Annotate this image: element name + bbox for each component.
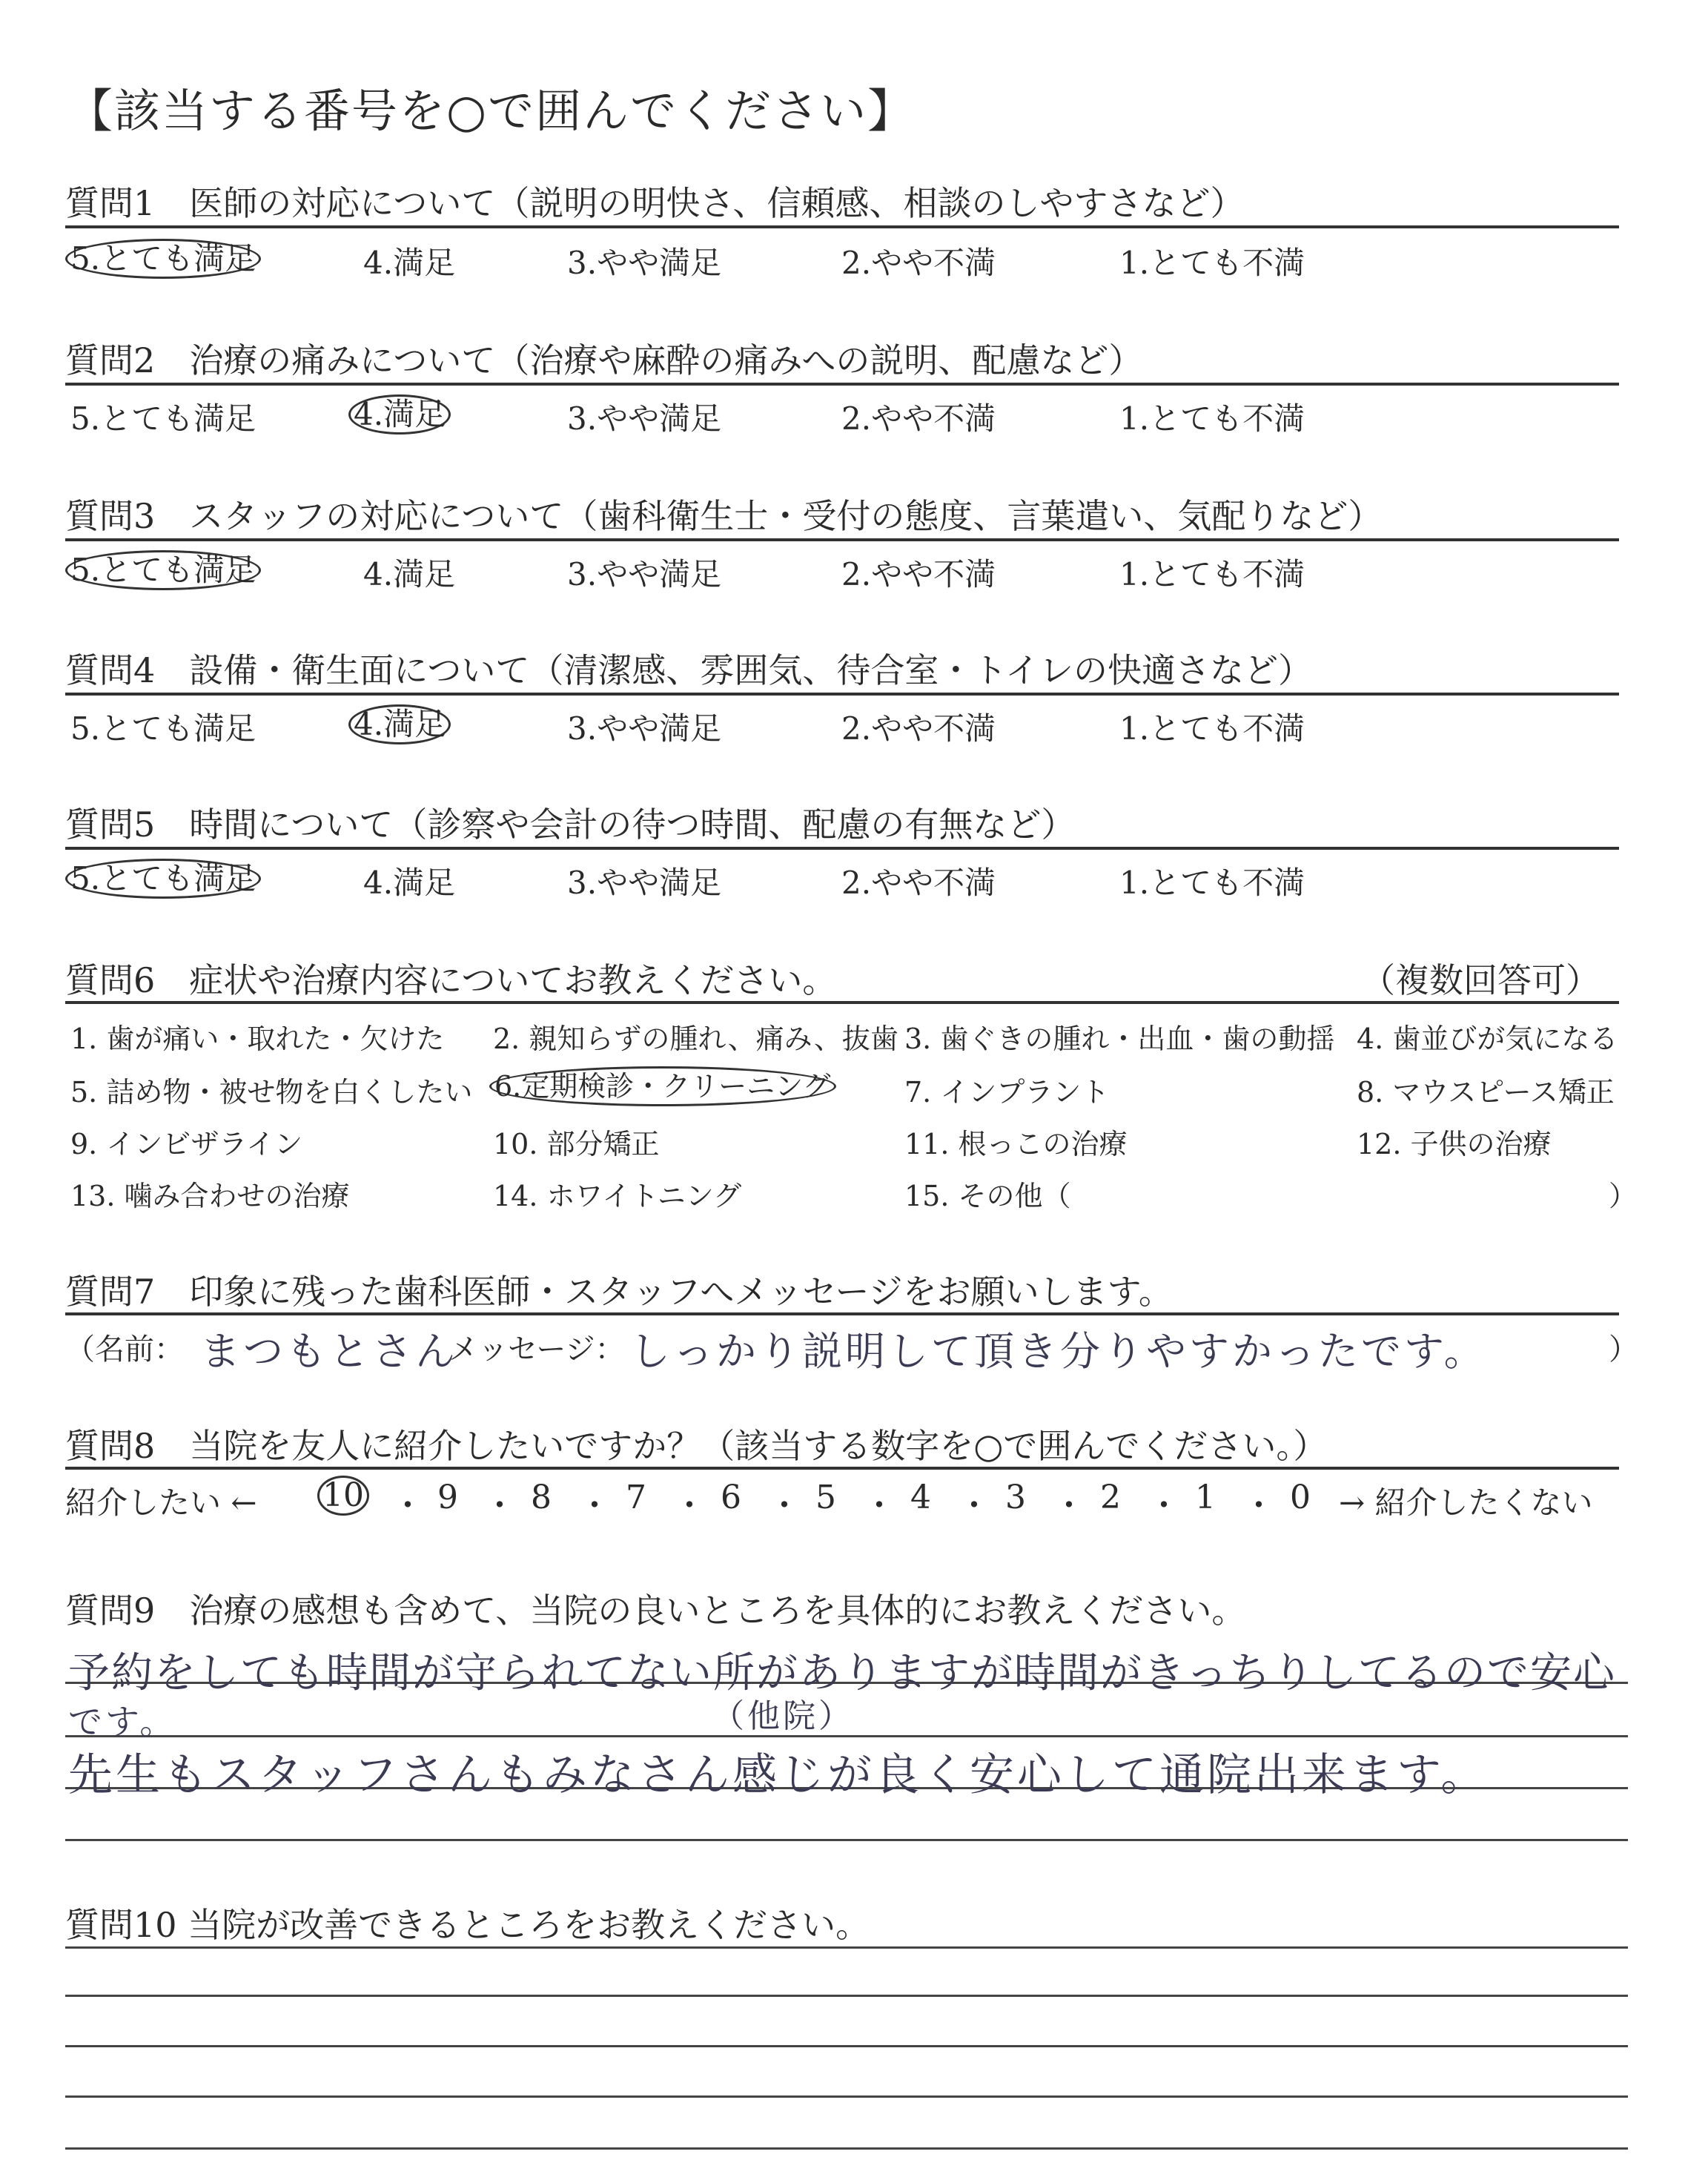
q3-opt-5[interactable]: 5.とても満足 (65, 550, 261, 590)
q6-opt-9[interactable]: 9. インビザライン (70, 1128, 303, 1160)
q4-opt-1[interactable]: 1.とても不満 (1119, 710, 1305, 747)
q6-opt-6[interactable]: 6.定期検診・クリーニング (489, 1066, 836, 1106)
q1-opt-1[interactable]: 1.とても不満 (1119, 245, 1305, 281)
q2-opt-2[interactable]: 2.やや不満 (841, 400, 996, 437)
q2-title: 質問2 治療の痛みについて（治療や麻酔の痛みへの説明、配慮など） (65, 340, 1143, 380)
q6-opt-7[interactable]: 7. インプラント (904, 1076, 1110, 1109)
q8-dot: ・ (578, 1487, 611, 1525)
q7-msg-label: メッセージ： (448, 1332, 625, 1367)
q3-opt-2[interactable]: 2.やや不満 (841, 556, 996, 592)
q7-title: 質問7 印象に残った歯科医師・スタッフへメッセージをお願いします。 (65, 1272, 1173, 1312)
q8-opt-8[interactable]: 8 (531, 1479, 552, 1516)
q5-opt-4[interactable]: 4.満足 (363, 865, 456, 901)
q6-opt-15[interactable]: 15. その他（ (904, 1180, 1071, 1212)
q5-opt-2[interactable]: 2.やや不満 (841, 865, 996, 901)
q5-opt-5[interactable]: 5.とても満足 (65, 859, 261, 899)
q8-opt-0[interactable]: 0 (1290, 1479, 1311, 1516)
q2-rule (65, 383, 1619, 386)
q8-opt-5[interactable]: 5 (815, 1479, 836, 1516)
q6-opt-12[interactable]: 12. 子供の治療 (1357, 1128, 1552, 1160)
q6-opt-1[interactable]: 1. 歯が痛い・取れた・欠けた (70, 1023, 445, 1055)
q6-title: 質問6 症状や治療内容についてお教えください。 (65, 960, 837, 1000)
q6-note: （複数回答可） (1361, 960, 1600, 1000)
q8-opt-3[interactable]: 3 (1005, 1479, 1026, 1516)
q6-opt-13[interactable]: 13. 噛み合わせの治療 (70, 1180, 350, 1212)
q2-opt-3[interactable]: 3.やや満足 (567, 400, 722, 437)
q10-line-3 (65, 2045, 1628, 2047)
q6-opt-8[interactable]: 8. マウスピース矯正 (1357, 1076, 1615, 1109)
q4-opt-5[interactable]: 5.とても満足 (70, 710, 256, 747)
q10-line-1 (65, 1946, 1628, 1949)
page-title: 【該当する番号を○で囲んでください】 (67, 84, 916, 138)
q8-dot: ・ (768, 1487, 801, 1525)
q8-opt-2[interactable]: 2 (1100, 1479, 1121, 1516)
q4-title: 質問4 設備・衛生面について（清潔感、雰囲気、待合室・トイレの快適さなど） (65, 650, 1313, 690)
q8-dot: ・ (1242, 1487, 1275, 1525)
q8-dot: ・ (1148, 1487, 1180, 1525)
q1-opt-3[interactable]: 3.やや満足 (567, 245, 722, 281)
q6-opt-10[interactable]: 10. 部分矯正 (493, 1128, 660, 1160)
q6-other-close: ） (1609, 1180, 1638, 1212)
q1-opt-5[interactable]: 5.とても満足 (65, 239, 261, 279)
q7-close: ） (1609, 1332, 1638, 1367)
q10-line-5 (65, 2147, 1628, 2150)
q3-opt-3[interactable]: 3.やや満足 (567, 556, 722, 592)
q9-annotation: （他院） (712, 1697, 854, 1735)
q1-opt-4[interactable]: 4.満足 (363, 245, 456, 281)
q8-opt-4[interactable]: 4 (910, 1479, 931, 1516)
q6-rule (65, 1001, 1619, 1004)
q8-opt-9[interactable]: 9 (437, 1479, 458, 1516)
q8-title: 質問8 当院を友人に紹介したいですか？（該当する数字を○で囲んでください。） (65, 1426, 1328, 1466)
q1-opt-2[interactable]: 2.やや不満 (841, 245, 996, 281)
q8-dot: ・ (483, 1487, 516, 1525)
q5-opt-1[interactable]: 1.とても不満 (1119, 865, 1305, 901)
q6-opt-4[interactable]: 4. 歯並びが気になる (1357, 1023, 1618, 1055)
q7-name-label: （名前： (65, 1332, 184, 1367)
q3-rule (65, 538, 1619, 541)
q1-title: 質問1 医師の対応について（説明の明快さ、信頼感、相談のしやすさなど） (65, 183, 1245, 223)
q2-opt-4[interactable]: 4.満足 (348, 394, 451, 435)
q7-name-value: まつもとさん (200, 1328, 458, 1375)
q5-opt-3[interactable]: 3.やや満足 (567, 865, 722, 901)
q8-dot: ・ (863, 1487, 896, 1525)
q4-opt-3[interactable]: 3.やや満足 (567, 710, 722, 747)
q8-opt-1[interactable]: 1 (1195, 1479, 1216, 1516)
q8-dot: ・ (673, 1487, 706, 1525)
q8-dot: ・ (958, 1487, 990, 1525)
q2-opt-5[interactable]: 5.とても満足 (70, 400, 256, 437)
q8-rule (65, 1467, 1619, 1470)
q4-rule (65, 693, 1619, 696)
q4-opt-2[interactable]: 2.やや不満 (841, 710, 996, 747)
q8-dot: ・ (1053, 1487, 1085, 1525)
q6-opt-14[interactable]: 14. ホワイトニング (493, 1180, 742, 1212)
q9-title: 質問9 治療の感想も含めて、当院の良いところを具体的にお教えください。 (65, 1591, 1246, 1631)
q7-rule (65, 1312, 1619, 1315)
q8-right-label: → 紹介したくない (1339, 1484, 1593, 1521)
q4-opt-4[interactable]: 4.満足 (348, 704, 451, 744)
q6-opt-3[interactable]: 3. 歯ぐきの腫れ・出血・歯の動揺 (904, 1023, 1335, 1055)
q6-opt-11[interactable]: 11. 根っこの治療 (904, 1128, 1128, 1160)
q8-left-label: 紹介したい ← (65, 1484, 257, 1521)
q3-title: 質問3 スタッフの対応について（歯科衛生士・受付の態度、言葉遣い、気配りなど） (65, 496, 1383, 536)
q8-dot: ・ (391, 1487, 424, 1525)
q6-opt-5[interactable]: 5. 詰め物・被せ物を白くしたい (70, 1076, 473, 1109)
q8-opt-6[interactable]: 6 (721, 1479, 741, 1516)
q6-opt-2[interactable]: 2. 親知らずの腫れ、痛み、抜歯 (493, 1023, 898, 1055)
q2-opt-1[interactable]: 1.とても不満 (1119, 400, 1305, 437)
q5-rule (65, 847, 1619, 850)
q10-title: 質問10 当院が改善できるところをお教えください。 (65, 1905, 870, 1945)
q9-line-4 (65, 1839, 1628, 1841)
q3-opt-1[interactable]: 1.とても不満 (1119, 556, 1305, 592)
q1-rule (65, 225, 1619, 228)
q9-answer-line1: 予約をしても時間が守られてない所がありますが時間がきっちりしてるので安心 (68, 1649, 1616, 1697)
q10-line-2 (65, 1995, 1628, 1997)
q5-title: 質問5 時間について（診察や会計の待つ時間、配慮の有無など） (65, 805, 1076, 845)
q9-answer-line2: 先生もスタッフさんもみなさん感じが良く安心して通院出来ます。 (68, 1749, 1489, 1801)
q9-answer-line1b: です。 (68, 1702, 177, 1742)
q7-msg-value: しっかり説明して頂き分りやすかったです。 (630, 1328, 1487, 1375)
q10-line-4 (65, 2095, 1628, 2098)
q3-opt-4[interactable]: 4.満足 (363, 556, 456, 592)
q8-opt-10[interactable]: 10 (317, 1476, 369, 1516)
q8-opt-7[interactable]: 7 (626, 1479, 646, 1516)
